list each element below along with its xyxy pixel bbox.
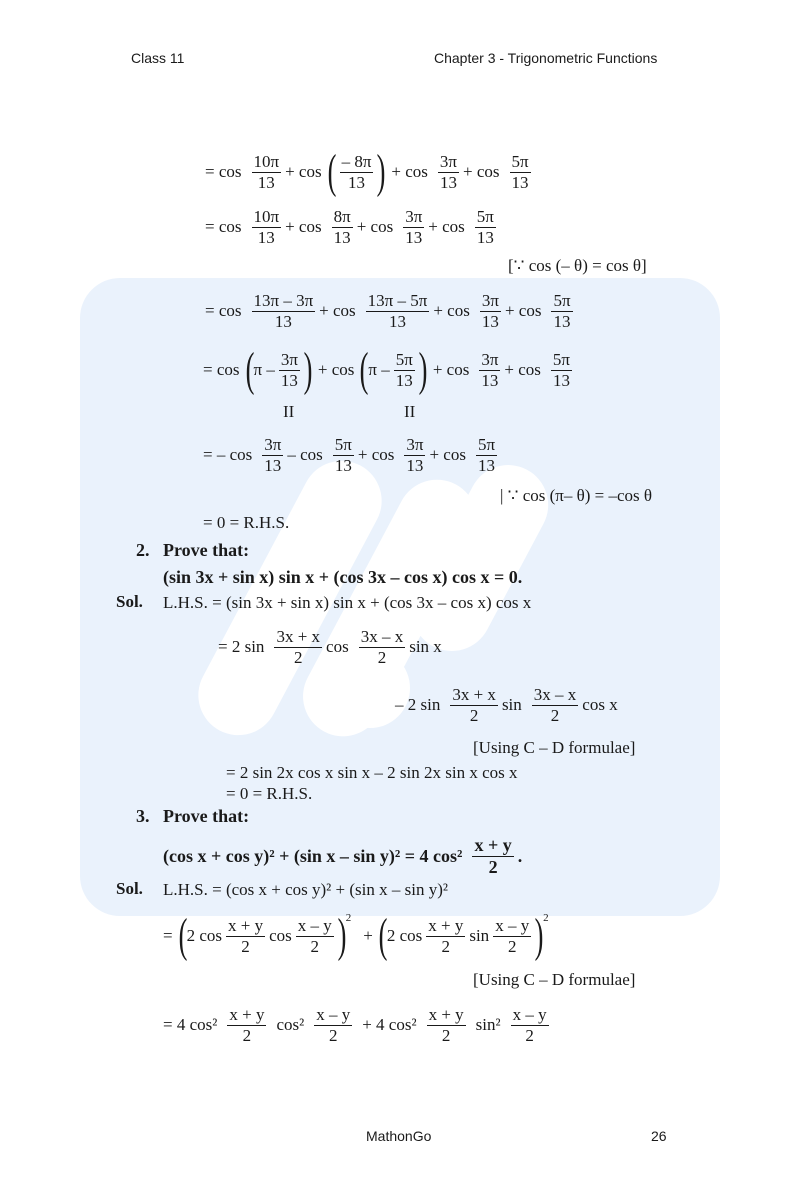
term: + cos [428, 217, 465, 237]
paren-open: ( [378, 909, 388, 962]
paren-open: ( [327, 145, 336, 198]
denominator: 13 [481, 370, 499, 390]
numerator: x + y [229, 1005, 265, 1024]
term: + cos [285, 217, 322, 237]
paren-close: ) [303, 343, 313, 396]
fraction [450, 686, 498, 725]
equation-line: = 2 sin 2x cos x sin x – 2 sin 2x sin x cos x [226, 763, 518, 782]
term: + cos [317, 360, 355, 379]
fraction [274, 628, 322, 667]
equation-line [203, 343, 576, 396]
denominator: 13 [406, 455, 424, 475]
fraction [227, 1006, 266, 1045]
fraction [252, 292, 316, 331]
equation-line [205, 208, 500, 247]
numerator: 3π [481, 291, 499, 310]
numerator: 5π [553, 291, 571, 310]
result-line: = 0 = R.H.S. [203, 513, 290, 532]
numerator: x + y [474, 835, 512, 855]
question-number: 2. [136, 540, 150, 560]
numerator: 13π – 3π [253, 291, 314, 310]
term: + cos [357, 445, 395, 465]
lhs-line: L.H.S. = (cos x + cos y)² + (sin x – sin y)² [163, 880, 448, 899]
numerator: 3π [264, 435, 282, 454]
fraction [479, 351, 500, 390]
exponent: 2 [543, 912, 549, 924]
fraction [252, 208, 282, 247]
denominator: 2 [377, 647, 387, 667]
header-chapter-title: Chapter 3 - Trigonometric Functions [434, 50, 658, 66]
result-line: = 0 = R.H.S. [226, 784, 313, 803]
lhs-line: L.H.S. = (sin 3x + sin x) sin x + (cos 3x – cos x) cos x [163, 593, 532, 612]
question-prompt: Prove that: [163, 540, 250, 560]
term: = 2 sin [218, 637, 265, 657]
term: . [517, 845, 523, 866]
denominator: 13 [476, 227, 494, 247]
term: – cos [287, 445, 323, 465]
numerator: 3π [406, 435, 424, 454]
numerator: 5π [511, 151, 529, 171]
term: (cos x + cos y)² + (sin x – sin y)² = 4 cos² [163, 845, 463, 866]
fraction [551, 351, 572, 390]
term: sin² [475, 1015, 501, 1035]
denominator: 13 [280, 370, 298, 390]
fraction [333, 436, 354, 475]
term: = cos [205, 162, 242, 181]
numerator: x + y [228, 915, 264, 935]
numerator: 3x – x [360, 627, 404, 646]
term: + cos [319, 301, 356, 321]
equation-line [205, 292, 577, 331]
numerator: – 8π [341, 151, 372, 171]
page-number: 26 [651, 1128, 667, 1144]
equation-line [163, 909, 549, 962]
solution-label: Sol. [116, 592, 143, 611]
numerator: x – y [512, 1005, 547, 1024]
equation-line [218, 628, 442, 667]
numerator: 3π [280, 349, 298, 369]
denominator: 13 [274, 311, 292, 331]
term: + cos [429, 445, 466, 465]
term: cos x [582, 695, 618, 715]
justification-note: | ∵ cos (π– θ) = –cos θ [500, 486, 653, 505]
paren-close: ) [377, 145, 386, 198]
numerator: 8π [333, 207, 351, 226]
fraction [332, 208, 353, 247]
term: cos [326, 637, 349, 657]
numerator: 3x + x [452, 685, 496, 704]
denominator: 13 [334, 455, 352, 475]
denominator: 2 [241, 936, 250, 956]
paren-close: ) [418, 343, 428, 396]
term: + cos [504, 301, 542, 321]
term: + cos [356, 217, 394, 237]
fraction [532, 686, 579, 725]
term: = cos [205, 217, 242, 237]
numerator: 5π [552, 349, 570, 369]
term: – 2 sin [395, 695, 441, 715]
denominator: 13 [478, 455, 495, 475]
equation-line [203, 436, 501, 475]
numerator: x + y [428, 1005, 464, 1024]
paren-open: ( [245, 343, 254, 396]
denominator: 2 [310, 936, 320, 956]
denominator: 13 [264, 455, 282, 475]
fraction [314, 1006, 352, 1045]
justification-note: [∵ cos (– θ) = cos θ] [508, 256, 647, 275]
denominator: 2 [488, 856, 498, 877]
denominator: 13 [481, 311, 499, 331]
denominator: 13 [389, 311, 406, 331]
equation-line [205, 145, 535, 198]
fraction [226, 917, 265, 956]
fraction [340, 153, 374, 192]
solution-label: Sol. [116, 879, 143, 898]
fraction [493, 917, 531, 956]
denominator: 2 [441, 1025, 451, 1045]
numerator: 5π [476, 207, 494, 226]
term: + cos [285, 162, 322, 181]
term: cos [269, 926, 292, 945]
term: π – [368, 360, 390, 379]
fraction [510, 153, 531, 192]
numerator: 10π [253, 207, 280, 226]
denominator: 2 [550, 705, 560, 725]
term: sin x [409, 637, 442, 657]
quadrant-label: II [283, 402, 295, 421]
denominator: 13 [333, 227, 351, 247]
numerator: 10π [253, 151, 280, 171]
fraction [472, 836, 513, 877]
term: sin [469, 926, 490, 945]
numerator: 5π [334, 435, 352, 454]
equation-line [395, 686, 618, 725]
fraction [394, 351, 415, 390]
fraction [252, 153, 282, 192]
fraction [404, 436, 425, 475]
numerator: 3x + x [276, 627, 321, 646]
fraction [426, 917, 465, 956]
paren-open: ( [178, 909, 187, 962]
fraction [366, 292, 430, 331]
fraction [511, 1006, 549, 1045]
term: cos² [276, 1015, 305, 1035]
term: π – [253, 360, 275, 379]
question-number: 3. [136, 806, 150, 826]
denominator: 2 [507, 936, 517, 956]
denominator: 13 [439, 172, 457, 192]
denominator: 2 [469, 705, 479, 725]
numerator: x – y [495, 915, 530, 935]
term: + 4 cos² [362, 1015, 417, 1035]
fraction [475, 208, 496, 247]
numerator: 5π [395, 349, 413, 369]
denominator: 2 [328, 1025, 338, 1045]
numerator: 3π [481, 349, 499, 369]
fraction [296, 917, 334, 956]
numerator: 3x – x [533, 685, 577, 704]
denominator: 13 [395, 370, 413, 390]
numerator: x + y [428, 915, 464, 935]
term: + cos [432, 360, 470, 379]
denominator: 13 [511, 172, 529, 192]
term: = [163, 926, 173, 945]
term: 2 cos [186, 926, 222, 945]
term: = cos [205, 301, 242, 321]
denominator: 13 [552, 370, 570, 390]
term: + cos [433, 301, 470, 321]
denominator: 13 [348, 172, 365, 192]
numerator: 3π [405, 207, 423, 226]
term: + cos [391, 162, 428, 181]
denominator: 13 [257, 172, 275, 192]
fraction [438, 153, 459, 192]
term: = 4 cos² [163, 1015, 218, 1035]
numerator: 3π [439, 151, 457, 171]
fraction [262, 436, 283, 475]
justification-note: [Using C – D formulae] [473, 970, 636, 989]
term: + cos [463, 162, 500, 181]
question-statement [163, 836, 522, 877]
term: 2 cos [386, 926, 423, 945]
numerator: x – y [316, 1005, 351, 1024]
header-class-label: Class 11 [131, 50, 185, 66]
fraction [427, 1006, 466, 1045]
denominator: 2 [525, 1025, 534, 1045]
footer-brand: MathonGo [366, 1128, 432, 1144]
denominator: 13 [257, 227, 275, 247]
quadrant-label: II [404, 402, 416, 421]
paren-close: ) [534, 909, 544, 962]
fraction [476, 436, 497, 475]
term: = cos [203, 360, 240, 379]
paren-open: ( [360, 343, 369, 396]
fraction [279, 351, 300, 390]
fraction [551, 292, 572, 331]
question-statement: (sin 3x + sin x) sin x + (cos 3x – cos x) cos x = 0. [163, 567, 523, 587]
denominator: 2 [293, 647, 303, 667]
term: = – cos [203, 445, 253, 465]
numerator: x – y [297, 915, 332, 935]
fraction [480, 292, 501, 331]
equation-line [163, 1006, 553, 1045]
term: + cos [504, 360, 541, 379]
numerator: 5π [477, 435, 496, 454]
exponent: 2 [345, 912, 352, 924]
question-prompt: Prove that: [163, 806, 250, 826]
denominator: 13 [553, 311, 571, 331]
denominator: 2 [441, 936, 451, 956]
fraction [359, 628, 406, 667]
term: + [363, 926, 373, 945]
fraction [403, 208, 424, 247]
denominator: 2 [242, 1025, 252, 1045]
term: sin [501, 695, 522, 715]
denominator: 13 [405, 227, 423, 247]
paren-close: ) [337, 909, 347, 962]
justification-note: [Using C – D formulae] [473, 738, 636, 757]
numerator: 13π – 5π [367, 291, 428, 310]
